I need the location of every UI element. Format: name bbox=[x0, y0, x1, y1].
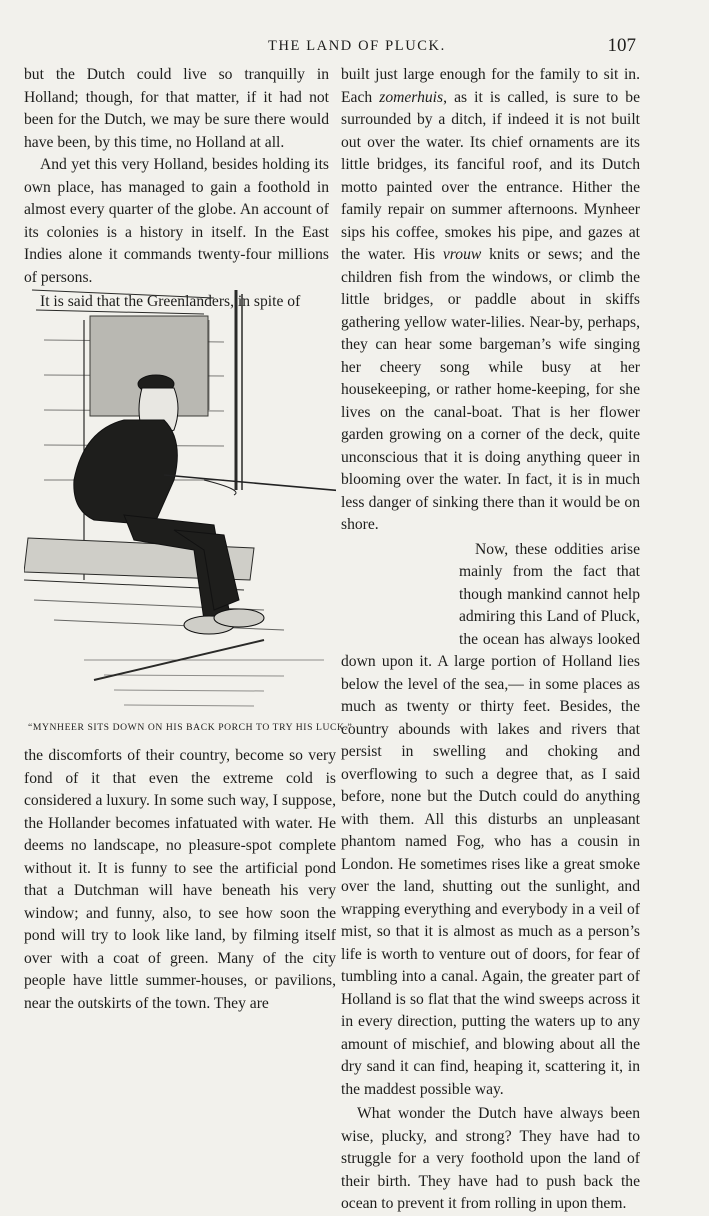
page-number: 107 bbox=[607, 35, 636, 56]
text-run: built just large enough for the family to sit in. Each bbox=[341, 66, 640, 106]
paragraph bbox=[341, 64, 640, 537]
italic-term: vrouw bbox=[442, 246, 482, 263]
text-run: Now, these oddities arise mainly from the fact that though mankind cannot help admiring this Land of Pluck, the ocean has always looked down upon it. A large portion of Holland lies below the level of the sea,— in some places as much as twenty or thirty feet. Besides, the country abounds with lakes and rivers that persist in swelling and choking and overflowing to such a degree that, as I said before, none but the Dutch could do anything with them. All this disturbs an unpleasant phantom named Fog, who has a cousin in London. He sometimes rises like a great smoke over the land, shutting out the sunlight, and wrapping everything and everybody in a veil of mist, so that it is almost as much as a person’s life is worth to venture out of doors, for fear of tumbling into a canal. Again, the greater part of Holland is so flat that the wind sweeps across it in every direction, putting the waters up to any amount of mischief, and blowing about all the dry sand it can find, heaping it, scattering it, in the maddest possible way. bbox=[341, 540, 640, 1098]
left-column-top bbox=[24, 64, 329, 314]
paragraph: but the Dutch could live so tranquilly in Holland; though, for that matter, if it had not been for the Dutch, we may be sure there would have been, by this time, no Holland at all. bbox=[24, 66, 329, 151]
figure-caption: “MYNHEER SITS DOWN ON HIS BACK PORCH TO TRY HIS LUCK.” bbox=[28, 722, 353, 733]
illustration-fisherman bbox=[24, 280, 336, 720]
running-title: THE LAND OF PLUCK. bbox=[268, 38, 446, 54]
paragraph bbox=[341, 539, 640, 1102]
left-column-bottom bbox=[24, 745, 336, 1015]
page-header bbox=[24, 35, 636, 58]
right-column bbox=[341, 64, 640, 1216]
text-run: knits or sews; and the children fish from the windows, or climb the little bridges, or paddle about in skiffs gathering yellow water-lilies. Near-by, perhaps, they can hear some bargeman’s wife singing her cheery song while busy at her housekeeping, or rather home-keeping, for she lives on the canal-boat. That is her flower garden growing on a corner of the deck, quite unconscious that it is doing anything queer in blooming over the water. In fact, it is in much less danger of sinking there than it would be on shore. bbox=[341, 246, 641, 533]
paragraph: And yet this very Holland, besides holding its own place, has managed to gain a foothold in almost every quarter of the globe. An account of its colonies is a history in itself. In the East Indies alone it commands twenty-four millions of persons. bbox=[24, 156, 329, 286]
paragraph: What wonder the Dutch have always been wise, plucky, and strong? They have had to struggle for a very foothold upon the land of their birth. They have had to push back the ocean to prevent it from rolling in upon them. bbox=[341, 1105, 640, 1212]
figure-wrap-space bbox=[341, 539, 459, 651]
italic-term: zomerhuis bbox=[379, 88, 444, 106]
paragraph: the discomforts of their country, become so very fond of it that even the extreme cold is considered a luxury. In some such way, I suppose, the Hollander becomes infatuated with water. He deems no landscape, no pleasure-spot complete without it. It is funny to see the artificial pond that a Dutchman will have beneath his very window; and funny, also, to see how soon the pond will try to look like land, by filming itself over with a coat of green. Many of the city people have little summer-houses, or pavilions, near the outskirts of the town. They are bbox=[24, 747, 336, 1012]
fisherman-engraving bbox=[24, 280, 336, 720]
text-run: , as it is called, is sure to be surrounded by a ditch, if indeed it is not built out over the water. Its chief ornaments are its little bridges, its fanciful roof, and its Dutch motto painted over the entrance. Hither the family repair on summer afternoons. Mynheer sips his coffee, smokes his pipe, and gazes at the water. His bbox=[341, 88, 640, 263]
paragraph: It is said that the Greenlanders, in spite of bbox=[40, 293, 301, 310]
